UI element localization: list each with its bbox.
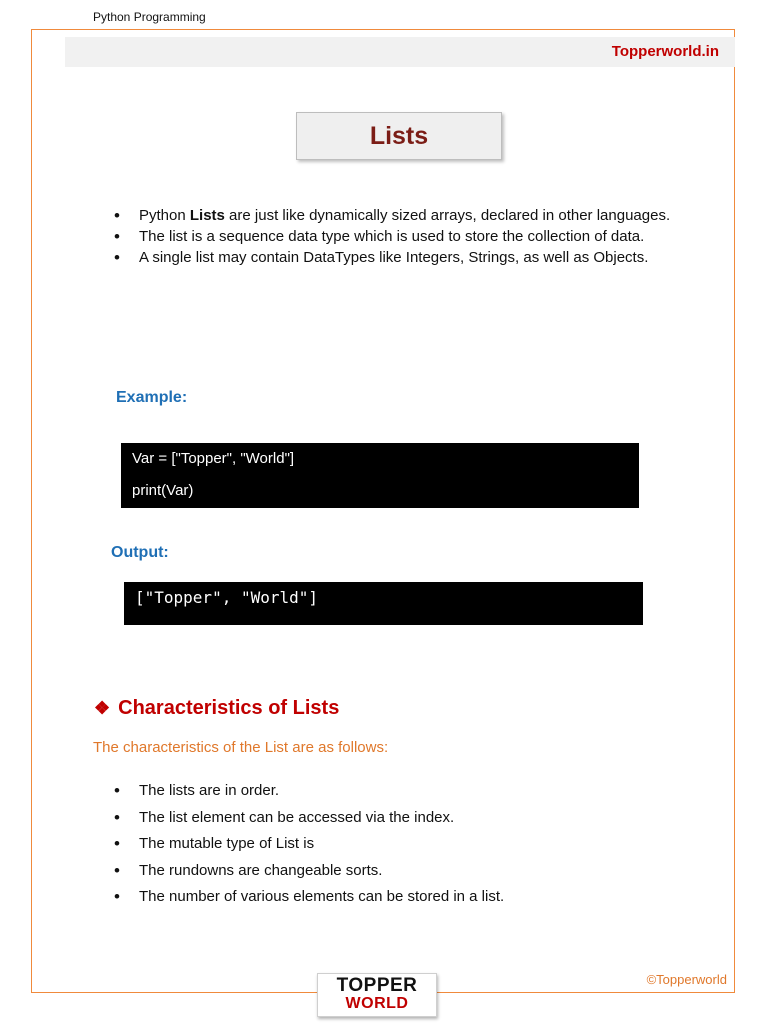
list-item: • The list is a sequence data type which is used to store the collection of data. <box>114 226 674 247</box>
diamond-bullet-icon: ❖ <box>94 698 111 718</box>
list-item-bold: Lists <box>189 207 225 224</box>
list-item: • The rundowns are changeable sorts. <box>114 858 674 885</box>
output-heading: Output: <box>111 544 169 561</box>
copyright-text: ©Topperworld <box>646 972 727 987</box>
code-line: print(Var) <box>132 482 194 499</box>
section-heading <box>94 697 339 720</box>
example-code-block <box>121 443 639 508</box>
list-item: • The number of various elements can be stored in a list. <box>114 884 674 911</box>
brand-link[interactable]: Topperworld.in <box>611 43 719 60</box>
list-item: • A single list may contain DataTypes like Integers, Strings, as well as Objects. <box>114 247 674 268</box>
list-item: • The lists are in order. <box>114 778 674 805</box>
list-item <box>114 205 674 226</box>
output-block <box>124 582 643 625</box>
code-line: Var = ["Topper", "World"] <box>132 450 295 467</box>
list-item: • The mutable type of List is <box>114 831 674 858</box>
page-header-title: Python Programming <box>93 10 206 24</box>
characteristics-list <box>114 778 674 911</box>
brand-bar <box>65 37 735 67</box>
list-item-text: Python <box>139 207 190 224</box>
section-intro: The characteristics of the List are as follows: <box>93 739 389 756</box>
logo-text-bottom: WORLD <box>345 995 409 1012</box>
section-heading-text: Characteristics of Lists <box>118 697 340 719</box>
topperworld-logo <box>317 973 437 1017</box>
list-item-text: are just like dynamically sized arrays, declared in other languages. <box>224 207 671 224</box>
list-item: • The list element can be accessed via the index. <box>114 805 674 832</box>
example-heading: Example: <box>116 389 188 406</box>
page-title: Lists <box>296 112 502 160</box>
output-text: ["Topper", "World"] <box>135 588 319 607</box>
logo-text-top: TOPPER <box>336 975 418 996</box>
intro-bullet-list <box>114 205 674 268</box>
